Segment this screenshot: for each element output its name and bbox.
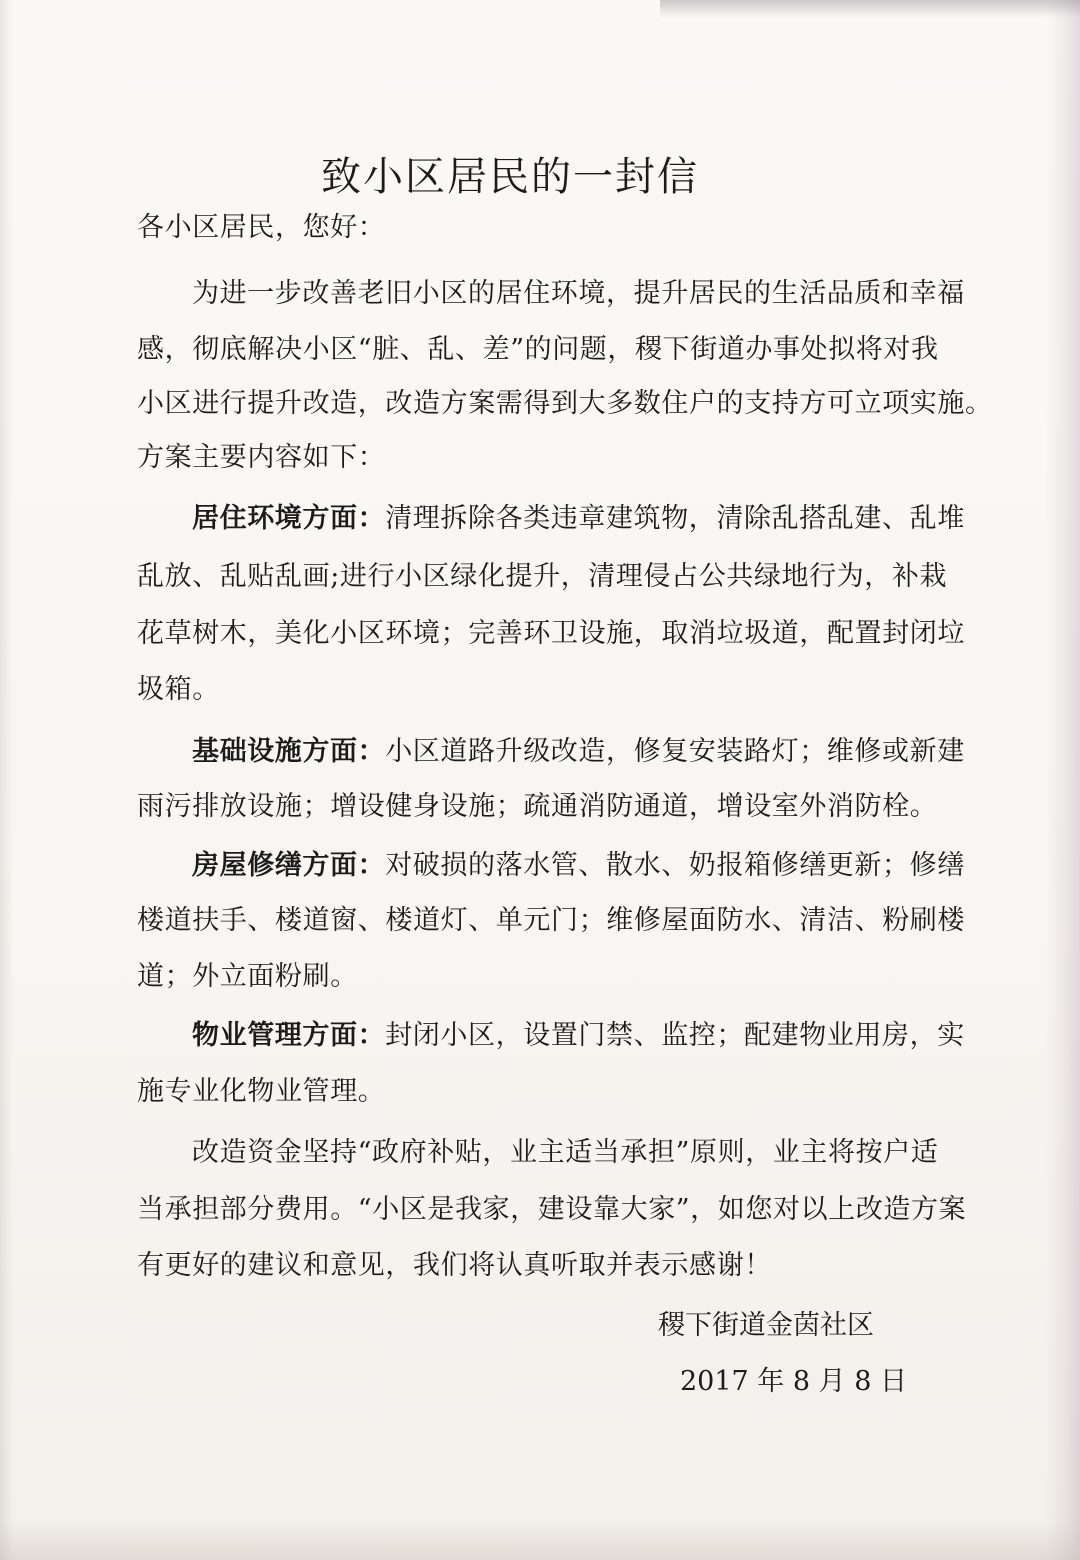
intro-line: 方案主要内容如下： xyxy=(137,442,386,473)
intro-line: 感，彻底解决小区“脏、乱、差”的问题，稷下街道办事处拟将对我 xyxy=(137,334,939,365)
closing-line: 改造资金坚持“政府补贴，业主适当承担”原则，业主将按户适 xyxy=(192,1137,939,1168)
section-line: 圾箱。 xyxy=(137,674,220,705)
closing-line: 有更好的建议和意见，我们将认真听取并表示感谢！ xyxy=(137,1250,772,1281)
section-line: 施专业化物业管理。 xyxy=(137,1076,386,1107)
greeting: 各小区居民，您好： xyxy=(137,212,386,243)
section-line: 乱放、乱贴乱画;进行小区绿化提升，清理侵占公共绿地行为，补栽 xyxy=(137,561,948,592)
section-line: 楼道扶手、楼道窗、楼道灯、单元门；维修屋面防水、清洁、粉刷楼 xyxy=(137,905,965,936)
paper-edge-shadow-bottom xyxy=(0,1520,1080,1560)
section-text: 小区道路升级改造，修复安装路灯；维修或新建 xyxy=(385,736,965,767)
section-infrastructure xyxy=(192,732,965,772)
section-line: 雨污排放设施；增设健身设施；疏通消防通道，增设室外消防栓。 xyxy=(137,791,938,822)
section-heading: 房屋修缮方面： xyxy=(192,850,386,881)
section-housing-repair xyxy=(192,846,965,886)
section-line: 道；外立面粉刷。 xyxy=(137,961,358,992)
paper-edge-shadow-top xyxy=(660,0,1080,18)
intro-line: 为进一步改善老旧小区的居住环境，提升居民的生活品质和幸福 xyxy=(192,278,965,309)
section-heading: 基础设施方面： xyxy=(192,736,386,767)
signature-date: 2017 年 8 月 8 日 xyxy=(680,1366,907,1397)
paper-edge-shadow-left xyxy=(0,0,14,1560)
section-text: 封闭小区，设置门禁、监控；配建物业用房，实 xyxy=(385,1020,965,1051)
section-text: 清理拆除各类违章建筑物，清除乱搭乱建、乱堆 xyxy=(385,503,965,534)
section-living-environment xyxy=(192,499,965,539)
letter-title: 致小区居民的一封信 xyxy=(321,154,699,200)
section-text: 对破损的落水管、散水、奶报箱修缮更新；修缮 xyxy=(385,850,965,881)
section-property-management xyxy=(192,1016,965,1056)
section-heading: 居住环境方面： xyxy=(192,503,386,534)
closing-line: 当承担部分费用。“小区是我家，建设靠大家”，如您对以上改造方案 xyxy=(137,1194,967,1225)
paper-edge-shadow-right xyxy=(1046,0,1080,1560)
intro-line: 小区进行提升改造，改造方案需得到大多数住户的支持方可立项实施。 xyxy=(137,388,993,419)
signature-org: 稷下街道金茵社区 xyxy=(658,1310,874,1341)
section-line: 花草树木，美化小区环境；完善环卫设施，取消垃圾道，配置封闭垃 xyxy=(137,618,965,649)
section-heading: 物业管理方面： xyxy=(192,1020,386,1051)
